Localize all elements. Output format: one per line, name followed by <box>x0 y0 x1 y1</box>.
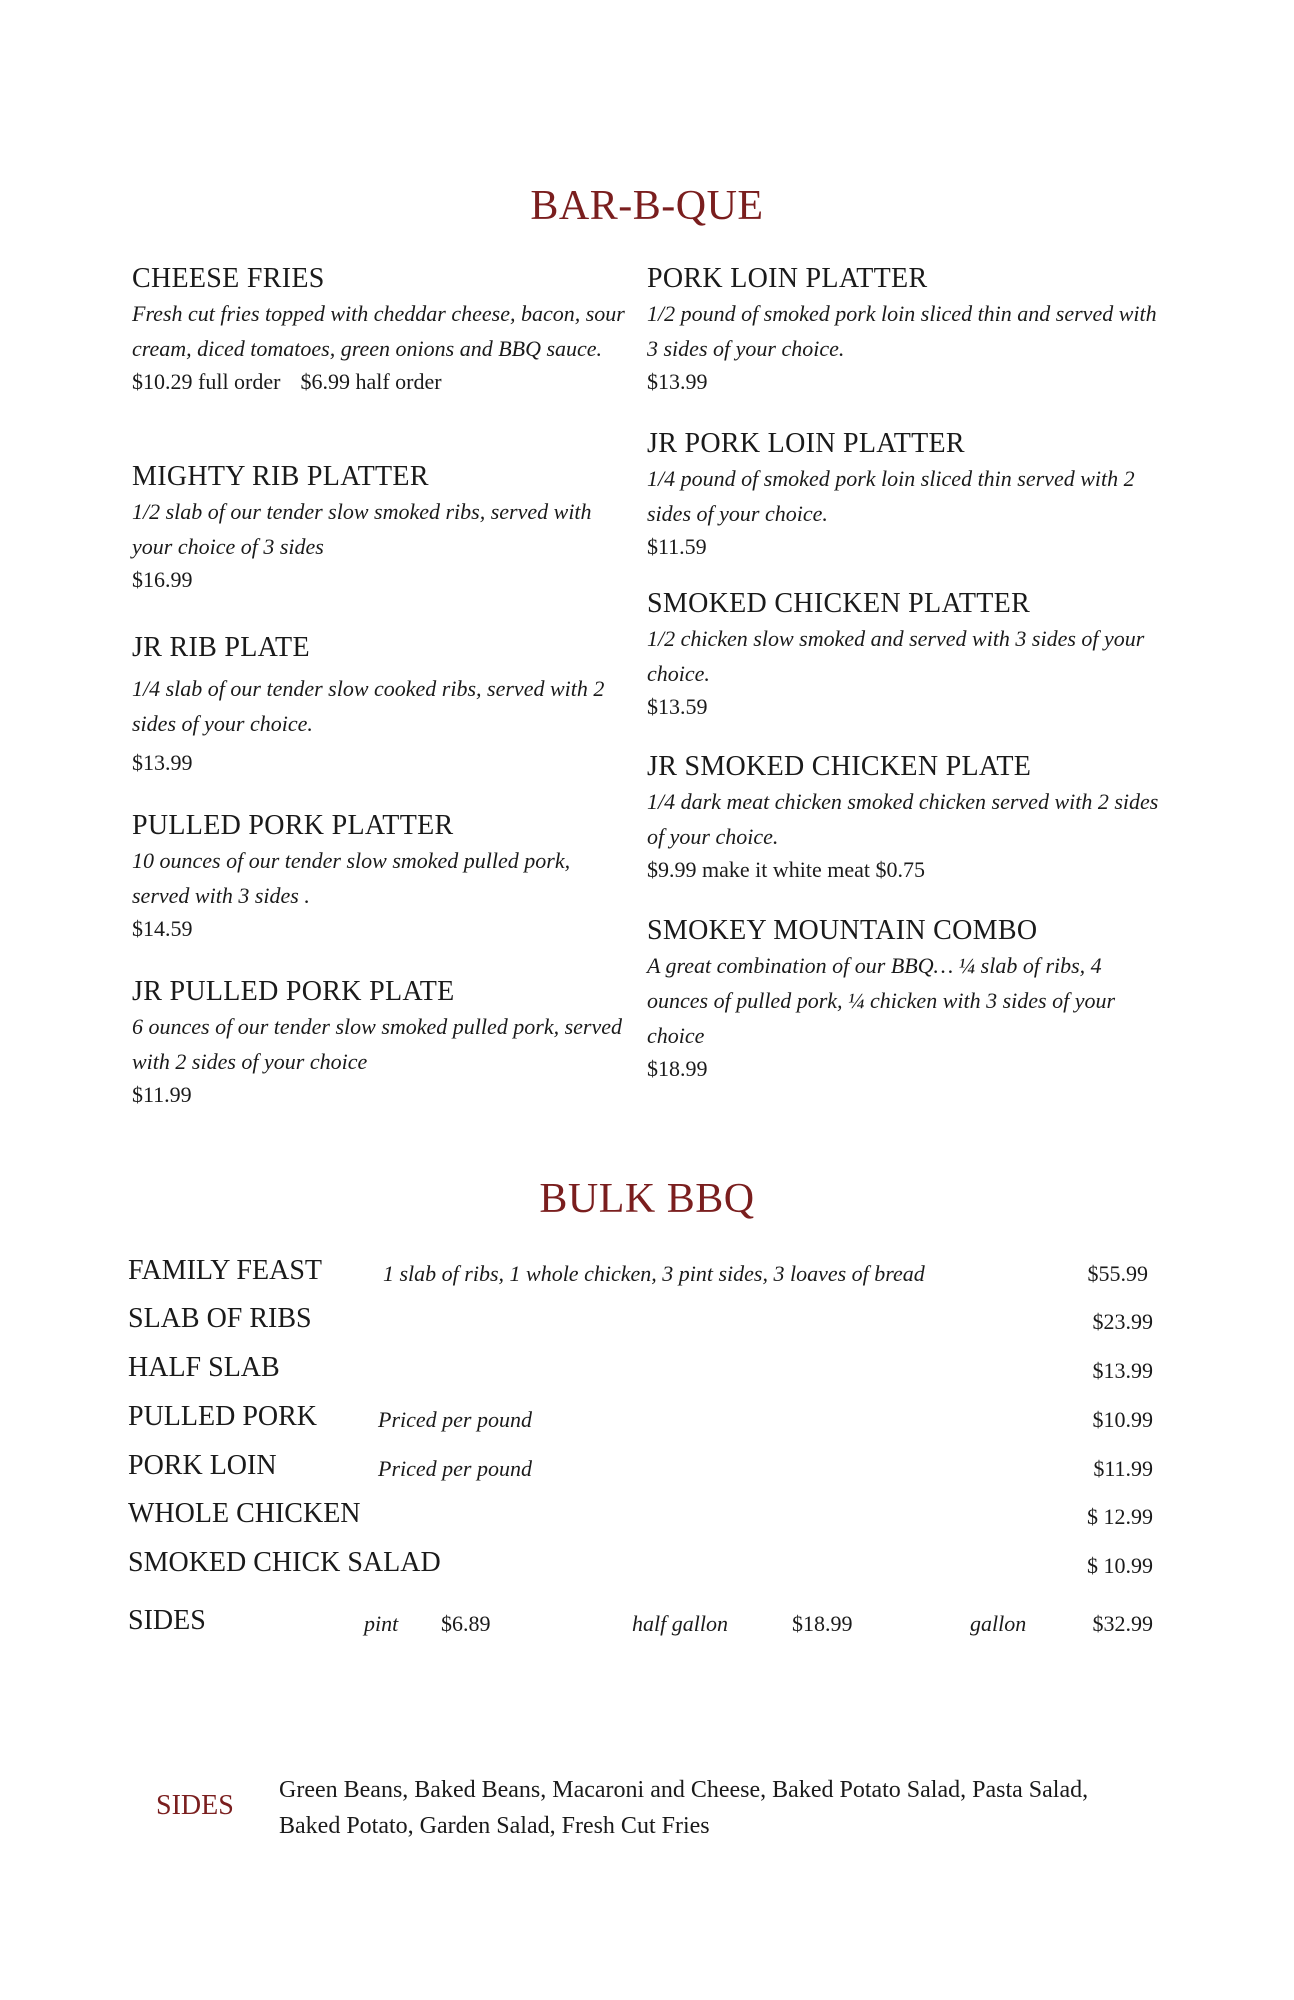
item-price <box>132 366 632 398</box>
item-price: $13.99 <box>132 750 193 775</box>
item-name: JR SMOKED CHICKEN PLATE <box>647 751 1032 782</box>
menu-item-smoked-chicken-platter <box>647 587 1167 723</box>
bulk-item-description: 1 slab of ribs, 1 whole chicken, 3 pint sides, 3 loaves of bread <box>383 1261 925 1286</box>
menu-item-pork-loin-platter <box>647 262 1167 398</box>
bulk-item-price: $11.99 <box>1093 1456 1153 1481</box>
bulk-row-whole-chicken <box>128 1496 1153 1536</box>
item-description: 1/4 dark meat chicken smoked chicken served with 2 sides of your choice. <box>647 789 1159 849</box>
item-name: CHEESE FRIES <box>132 263 325 294</box>
bulk-item-price: $55.99 <box>1087 1261 1148 1286</box>
bulk-item-name: HALF SLAB <box>128 1352 280 1383</box>
item-price: $11.59 <box>647 534 707 559</box>
bulk-item-price: $ 10.99 <box>1087 1553 1153 1578</box>
item-price: $18.99 <box>647 1056 708 1081</box>
item-description: 1/4 pound of smoked pork loin sliced thin served with 2 sides of your choice. <box>647 466 1135 526</box>
sides-half-gallon-price: $18.99 <box>792 1611 853 1636</box>
menu-item-smokey-mountain-combo <box>647 914 1167 1085</box>
bulk-item-name: SLAB OF RIBS <box>128 1303 312 1334</box>
item-name: JR PORK LOIN PLATTER <box>647 428 965 459</box>
item-description: 6 ounces of our tender slow smoked pulled pork, served with 2 sides of your choice <box>132 1014 623 1074</box>
bulk-row-family-feast <box>128 1253 1153 1293</box>
item-description: A great combination of our BBQ… ¼ slab of ribs, 4 ounces of pulled pork, ¼ chicken with 3 sides of your choice <box>647 953 1116 1048</box>
sides-gallon-label: gallon <box>970 1611 1027 1636</box>
bulk-item-name: PORK LOIN <box>128 1450 277 1481</box>
bulk-item-description: Priced per pound <box>378 1407 532 1432</box>
item-price: $13.59 <box>647 694 708 719</box>
item-price: $16.99 <box>132 567 193 592</box>
section-title-bar-b-que: BAR-B-QUE <box>530 183 764 229</box>
menu-item-pulled-pork-platter <box>132 809 632 945</box>
sides-pint-price: $6.89 <box>441 1611 491 1636</box>
bulk-row-pulled-pork <box>128 1399 1153 1439</box>
menu-item-jr-pulled-pork-plate <box>132 975 632 1111</box>
menu-item-cheese-fries <box>132 262 632 398</box>
item-name: MIGHTY RIB PLATTER <box>132 461 429 492</box>
item-name: SMOKED CHICKEN PLATTER <box>647 588 1031 619</box>
sides-section-label: SIDES <box>156 1790 234 1821</box>
menu-item-jr-smoked-chicken-plate <box>647 750 1167 886</box>
item-name: PORK LOIN PLATTER <box>647 263 928 294</box>
bulk-item-price: $10.99 <box>1092 1407 1153 1432</box>
item-price: $14.59 <box>132 916 193 941</box>
sides-half-gallon-label: half gallon <box>632 1611 728 1636</box>
sides-list: Green Beans, Baked Beans, Macaroni and Cheese, Baked Potato Salad, Pasta Salad, Baked Potato, Garden Salad, Fresh Cut Fries <box>279 1777 1089 1839</box>
item-name: SMOKEY MOUNTAIN COMBO <box>647 915 1038 946</box>
bulk-row-smoked-chick-salad <box>128 1545 1153 1585</box>
item-price: $11.99 <box>132 1082 192 1107</box>
item-price: $13.99 <box>647 369 708 394</box>
bulk-item-description: Priced per pound <box>378 1456 532 1481</box>
bulk-row-slab-of-ribs <box>128 1301 1153 1341</box>
menu-item-jr-rib-plate <box>132 631 632 779</box>
bulk-item-name: SIDES <box>128 1605 206 1636</box>
sides-gallon-price: $32.99 <box>1092 1611 1153 1636</box>
item-name: JR RIB PLATE <box>132 632 310 663</box>
bulk-row-sides <box>128 1603 1153 1643</box>
price-full-order: $10.29 full order <box>132 369 281 394</box>
item-description: Fresh cut fries topped with cheddar cheese, bacon, sour cream, diced tomatoes, green onions and BBQ sauce. <box>132 301 625 361</box>
price-half-order: $6.99 half order <box>300 369 442 394</box>
bulk-row-pork-loin <box>128 1448 1153 1488</box>
bulk-item-name: SMOKED CHICK SALAD <box>128 1547 441 1578</box>
bulk-item-price: $13.99 <box>1092 1358 1153 1383</box>
item-description: 10 ounces of our tender slow smoked pulled pork, served with 3 sides . <box>132 848 571 908</box>
item-description: 1/2 chicken slow smoked and served with 3 sides of your choice. <box>647 626 1145 686</box>
bulk-item-name: WHOLE CHICKEN <box>128 1498 361 1529</box>
item-name: PULLED PORK PLATTER <box>132 810 454 841</box>
menu-item-mighty-rib-platter <box>132 460 632 596</box>
item-description: 1/4 slab of our tender slow cooked ribs, served with 2 sides of your choice. <box>132 676 605 736</box>
bulk-item-name: FAMILY FEAST <box>128 1255 322 1286</box>
item-description: 1/2 slab of our tender slow smoked ribs, served with your choice of 3 sides <box>132 499 592 559</box>
section-title-bulk-bbq: BULK BBQ <box>539 1176 755 1222</box>
menu-item-jr-pork-loin-platter <box>647 427 1167 563</box>
sides-pint-label: pint <box>364 1611 399 1636</box>
bulk-item-price: $ 12.99 <box>1087 1504 1153 1529</box>
item-price: $9.99 make it white meat $0.75 <box>647 857 925 882</box>
bulk-item-price: $23.99 <box>1092 1309 1153 1334</box>
item-description: 1/2 pound of smoked pork loin sliced thin and served with 3 sides of your choice. <box>647 301 1157 361</box>
bulk-row-half-slab <box>128 1350 1153 1390</box>
item-name: JR PULLED PORK PLATE <box>132 976 455 1007</box>
bulk-item-name: PULLED PORK <box>128 1401 318 1432</box>
